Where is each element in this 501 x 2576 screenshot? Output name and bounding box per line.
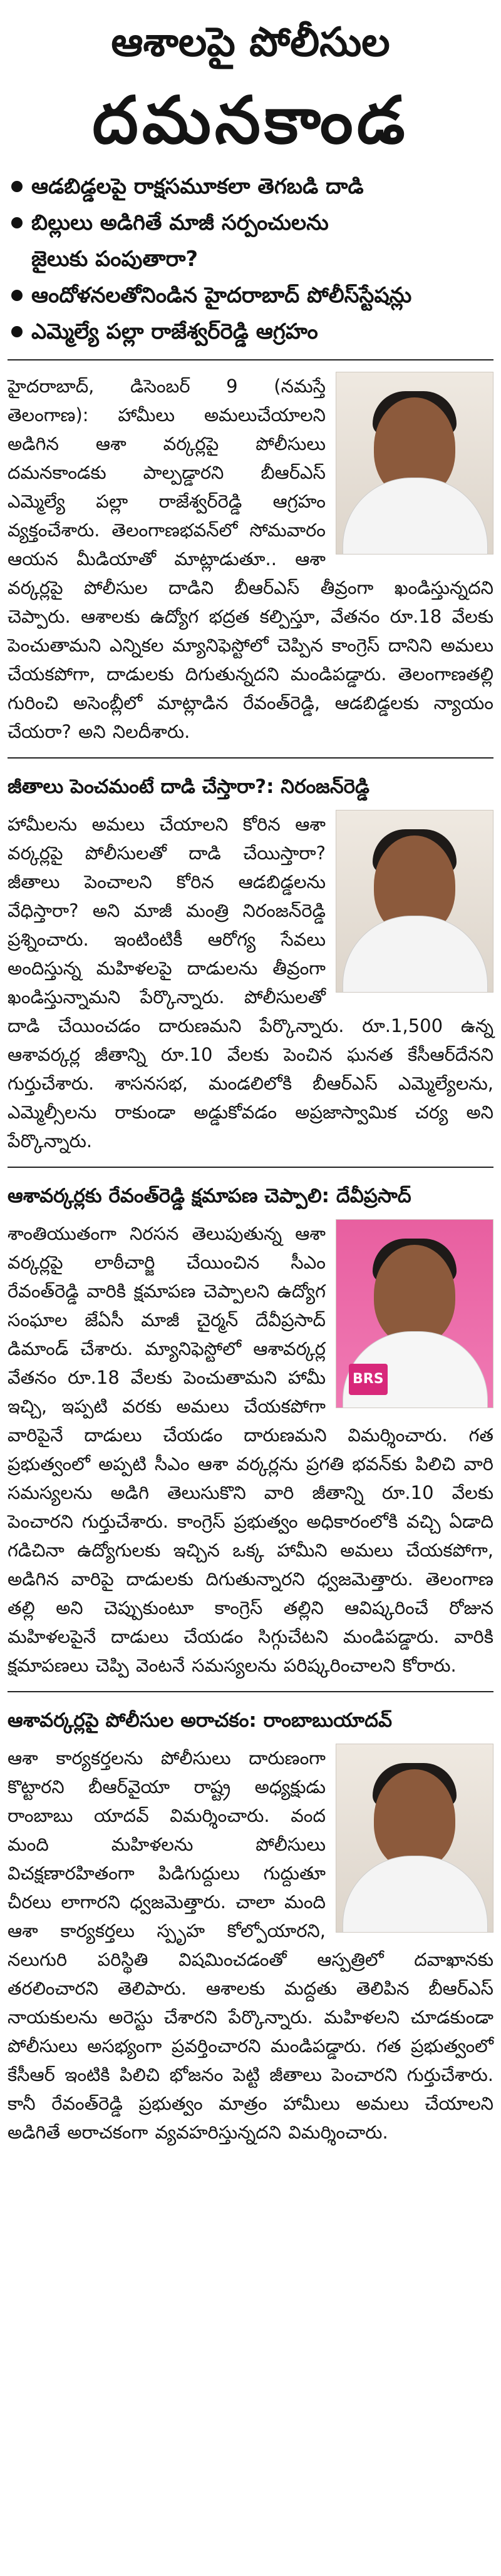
divider: [8, 1691, 493, 1692]
bullet-dot-icon: [11, 217, 23, 228]
section-text: హామీలను అమలు చేయాలని కోరిన ఆశా వర్కర్లపై పోలీసులతో దాడి చేయిస్తారా? జీతాలు పెంచాలని కోరిన ఆడబిడ్డలను వేధిస్తారా? అని మాజీ మంత్రి నిరంజన్‌రెడ్డి ప్రశ్నించారు. ఇంటింటికీ ఆరోగ్య సేవలు అందిస్తున్న మహిళలపై దాడులను తీవ్రంగా ఖండిస్తున్నామని పేర్కొన్నారు. పోలీసులతో దాడి చేయించడం దారుణమని పేర్కొన్నారు. రూ.1,500 ఉన్న ఆశావర్కర్ల జీతాన్ని రూ.10 వేలకు పెంచిన ఘనత కేసీఆర్‌దేనని గుర్తుచేశారు. శాసనసభ, మండలిలోకి బీఆర్‌ఎస్ ఎమ్మెల్యేలను, ఎమ్మెల్సీలను రాకుండా అడ్డుకోవడం అప్రజాస్వామిక చర్య అని పేర్కొన్నారు.: [8, 814, 493, 1152]
portrait-photo: [336, 1744, 493, 1933]
article-section-3: [8, 1179, 493, 1680]
brs-logo: BRS: [349, 1364, 388, 1395]
divider: [8, 757, 493, 759]
bullet-item: [8, 170, 493, 203]
bullet-dot-icon: [11, 326, 23, 337]
bullet-text: బిల్లులు అడిగితే మాజీ సర్పంచులను: [31, 210, 329, 235]
bullet-item: [8, 207, 493, 239]
article-section-2: [8, 770, 493, 1155]
bullet-text: ఆడబిడ్డలపై రాక్షసమూకలా తెగబడి దాడి: [31, 174, 364, 199]
section-text: ఆశా కార్యకర్తలను పోలీసులు దారుణంగా కొట్టారని బీఆర్‌వైయా రాష్ట్ర అధ్యక్షుడు రాంబాబు యాదవ్ విమర్శించారు. వంద మంది మహిళలను పోలీసులు విచక్షణారహితంగా పిడిగుద్దులు గుద్దుతూ చీరలు లాగారని ధ్వజమెత్తారు. చాలా మంది ఆశా కార్యకర్తలు స్పృహ కోల్పోయారని, నలుగురి పరిస్థితి విషమించడంతో ఆస్పత్రిలో దవాఖానకు తరలించారని తెలిపారు. ఆశాలకు మద్దతు తెలిపిన బీఆర్‌ఎస్ నాయకులను అరెస్టు చేశారని పేర్కొన్నారు. మహిళలని చూడకుండా పోలీసులు అసభ్యంగా ప్రవర్తించారని మండిపడ్డారు. గత ప్రభుత్వంలో కేసీఆర్ ఇంటికి పిలిచి భోజనం పెట్టి జీతాలు పెంచారని గుర్తుచేశారు. కానీ రేవంత్‌రెడ్డి ప్రభుత్వం మాత్రం హామీలు అమలు చేయాలని అడిగితే అరాచకంగా వ్యవహరిస్తున్నదని విమర్శించారు.: [8, 1747, 493, 2143]
section-title: ఆశావర్కర్లకు రేవంత్‌రెడ్డి క్షమాపణ చెప్పాలి: దేవీప్రసాద్: [8, 1185, 411, 1207]
section-body: [8, 1219, 493, 1680]
bullet-text: ఎమ్మెల్యే పల్లా రాజేశ్వర్‌రెడ్డి ఆగ్రహం: [31, 319, 318, 344]
section-body: [8, 810, 493, 1155]
bullet-dot-icon: [11, 181, 23, 192]
bullet-text: ఆందోళనలతోనిండిన హైదరాబాద్ పోలీస్‌స్టేషన్లు: [31, 283, 412, 308]
bullet-item: [8, 315, 493, 348]
divider: [8, 359, 493, 360]
headline-line-1: ఆశాలపై పోలీసుల: [111, 19, 390, 66]
section-title: జీతాలు పెంచమంటే దాడి చేస్తారా?: నిరంజన్‌రెడ్డి: [8, 775, 369, 798]
section-body: [8, 372, 493, 746]
section-body: [8, 1744, 493, 2147]
section-title: ఆశావర్కర్లపై పోలీసుల అరాచకం: రాంబాబుయాదవ్: [8, 1709, 392, 1732]
section-text: శాంతియుతంగా నిరసన తెలుపుతున్న ఆశా వర్కర్లపై లాఠీచార్జి చేయించిన సీఎం రేవంత్‌రెడ్డి వారికి క్షమాపణ చెప్పాలని ఉద్యోగ సంఘాల జేఏసీ మాజీ చైర్మన్ దేవీప్రసాద్ డిమాండ్ చేశారు. మ్యానిఫెస్టోలో ఆశావర్కర్ల వేతనం రూ.18 వేలకు పెంచుతామని హామీ ఇచ్చి, ఇప్పటి వరకు అమలు చేయకపోగా వారిపైనే దాడులు చేయడం దారుణమని విమర్శించారు. గత ప్రభుత్వంలో అప్పటి సీఎం ఆశా వర్కర్లను ప్రగతి భవన్‌కు పిలిచి వారి సమస్యలను అడిగి తెలుసుకొని వారి జీతాన్ని రూ.10 వేలకు పెంచారని గుర్తుచేశారు. కాంగ్రెస్ ప్రభుత్వం అధికారంలోకి వచ్చి ఏడాది గడిచినా ఉద్యోగులకు ఇచ్చిన ఒక్క హామీని అమలు చేయకపోగా, అడిగిన వారిపై దాడులకు దిగుతున్నారని ధ్వజమెత్తారు. తెలంగాణ తల్లి అని చెప్పుకుంటూ కాంగ్రెస్ తల్లిని ఆవిష్కరించే రోజున మహిళలపైనే దాడులు చేయడం సిగ్గుచేటని మండిపడ్డారు. వారికి క్షమాపణలు చెప్పి వెంటనే సమస్యలను పరిష్కరించాలని కోరారు.: [8, 1223, 493, 1676]
bullet-dot-icon: [11, 290, 23, 301]
portrait-photo: [336, 372, 493, 555]
headline-line-2: దమనకాండ: [92, 82, 409, 158]
bullet-item-continuation: [8, 243, 493, 275]
section-text: హైదరాబాద్, డిసెంబర్ 9 (నమస్తే తెలంగాణ): హామీలు అమలుచేయాలని అడిగిన ఆశా వర్కర్లపై పోలీసులు దమనకాండకు పాల్పడ్డారని బీఆర్‌ఎస్ ఎమ్మెల్యే పల్లా రాజేశ్వర్‌రెడ్డి ఆగ్రహం వ్యక్తంచేశారు. తెలంగాణభవన్‌లో సోమవారం ఆయన మీడియాతో మాట్లాడుతూ.. ఆశా వర్కర్లపై పోలీసుల దాడిని బీఆర్‌ఎస్ తీవ్రంగా ఖండిస్తున్నదని చెప్పారు. ఆశాలకు ఉద్యోగ భద్రత కల్పిస్తూ, వేతనం రూ.18 వేలకు పెంచుతామని ఎన్నికల మ్యానిఫెస్టోలో చెప్పిన కాంగ్రెస్ దానిని అమలు చేయకపోగా, దాడులకు దిగుతున్నదని మండిపడ్డారు. తెలంగాణతల్లి గురించి అసెంబ్లీలో మాట్లాడిన రేవంత్‌రెడ్డి, ఆడబిడ్డలకు న్యాయం చేయరా? అని నిలదీశారు.: [8, 376, 493, 742]
article-section-4: [8, 1704, 493, 2147]
portrait-photo: [336, 810, 493, 993]
portrait-photo: [336, 1219, 493, 1408]
divider: [8, 1167, 493, 1168]
bullet-text: జైలుకు పంపుతారా?: [31, 247, 199, 272]
newspaper-article: [8, 11, 493, 2147]
bullet-list: [8, 170, 493, 348]
article-section-1: [8, 372, 493, 746]
bullet-item: [8, 279, 493, 312]
